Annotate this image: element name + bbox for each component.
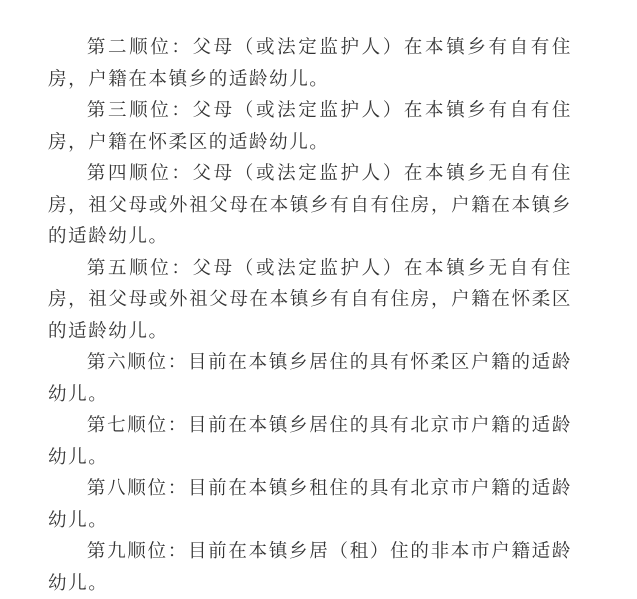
paragraph-priority-5: 第五顺位：父母（或法定监护人）在本镇乡无自有住房，祖父母或外祖父母在本镇乡有自有住房，户籍在怀柔区的适龄幼儿。 — [48, 257, 572, 342]
paragraph-priority-4: 第四顺位：父母（或法定监护人）在本镇乡无自有住房，祖父母或外祖父母在本镇乡有自有住房，户籍在本镇乡的适龄幼儿。 — [48, 163, 572, 247]
paragraph-priority-8: 第八顺位：目前在本镇乡租住的具有北京市户籍的适龄幼儿。 — [48, 478, 572, 531]
paragraph-priority-2: 第二顺位：父母（或法定监护人）在本镇乡有自有住房，户籍在本镇乡的适龄幼儿。 — [48, 37, 572, 90]
paragraph-priority-9: 第九顺位：目前在本镇乡居（租）住的非本市户籍适龄幼儿。 — [48, 541, 572, 594]
paragraph-priority-7: 第七顺位：目前在本镇乡居住的具有北京市户籍的适龄幼儿。 — [48, 415, 572, 468]
paragraph-priority-3: 第三顺位：父母（或法定监护人）在本镇乡有自有住房，户籍在怀柔区的适龄幼儿。 — [48, 100, 572, 153]
document-body — [48, 32, 572, 599]
paragraph-priority-6: 第六顺位：目前在本镇乡居住的具有怀柔区户籍的适龄幼儿。 — [48, 352, 572, 405]
